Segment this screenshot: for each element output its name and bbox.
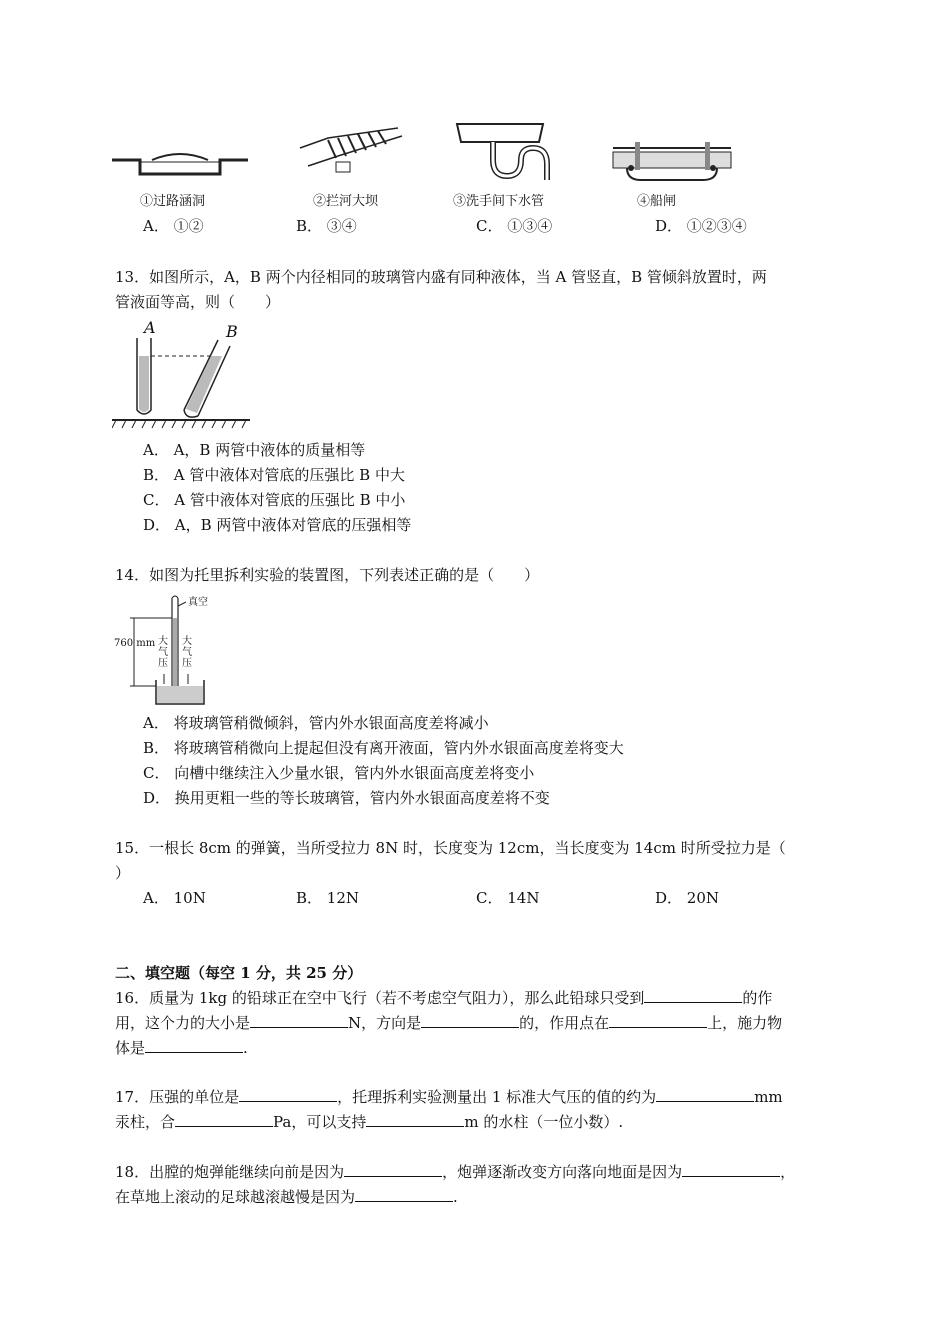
q18-text-2: ，炮弹逐渐改变方向落向地面是因为 — [442, 1163, 683, 1181]
q14-stem: 14．如图为托里拆利实验的装置图，下列表述正确的是（ ） — [115, 566, 540, 584]
q18-text-5: . — [453, 1188, 458, 1206]
q17-text-5: Pa，可以支持 — [273, 1113, 367, 1131]
q14-option-d[interactable]: D． 换用更粗一些的等长玻璃管，管内外水银面高度差将不变 — [143, 789, 550, 807]
q17-text-3: mm — [754, 1088, 783, 1106]
q15-option-c[interactable]: C． 14N — [476, 889, 540, 907]
q17-text-1: 17．压强的单位是 — [115, 1088, 240, 1106]
q15-stem-line1: 15．一根长 8cm 的弹簧，当所受拉力 8N 时，长度变为 12cm，当长度变为 14cm 时所受拉力是（ — [115, 839, 786, 857]
section-title: 二、填空题（每空 1 分，共 25 分） — [115, 964, 363, 982]
q18-line2 — [115, 1186, 458, 1208]
q18-blank-3[interactable] — [355, 1187, 453, 1202]
q12-option-a[interactable]: A． ①② — [143, 217, 204, 235]
q17-blank-4[interactable] — [366, 1112, 464, 1127]
ship-lock-figure — [611, 138, 733, 184]
q17-line1 — [115, 1086, 783, 1108]
q13-option-d[interactable]: D． A，B 两管中液体对管底的压强相等 — [143, 516, 412, 534]
q16-blank-3[interactable] — [421, 1013, 519, 1028]
q16-blank-2[interactable] — [250, 1013, 348, 1028]
q16-text-8: . — [243, 1039, 248, 1057]
q18-blank-1[interactable] — [344, 1162, 442, 1177]
torricelli-atm-label-left: 大气压 — [158, 636, 168, 669]
q17-blank-2[interactable] — [656, 1087, 754, 1102]
q13-option-b[interactable]: B． A 管中液体对管底的压强比 B 中大 — [143, 466, 405, 484]
q16-line1 — [115, 987, 772, 1009]
q16-text-3: 用，这个力的大小是 — [115, 1014, 251, 1032]
q18-text-1: 18．出膛的炮弹能继续向前是因为 — [115, 1163, 345, 1181]
q17-text-2: ，托理拆利实验测量出 1 标准大气压的值的约为 — [337, 1088, 657, 1106]
culvert-figure — [112, 150, 252, 185]
caption-dam: ②拦河大坝 — [313, 194, 379, 209]
q14-option-b[interactable]: B． 将玻璃管稍微向上提起但没有离开液面，管内外水银面高度差将变大 — [143, 739, 624, 757]
q16-text-5: 的，作用点在 — [519, 1014, 610, 1032]
sink-drain-figure — [455, 120, 565, 185]
caption-culvert: ①过路涵洞 — [140, 194, 206, 209]
tube-label-b: B — [226, 322, 238, 341]
q13-option-a[interactable]: A． A，B 两管中液体的质量相等 — [143, 441, 366, 459]
caption-lock: ④船闸 — [637, 194, 677, 209]
q14-option-c[interactable]: C． 向槽中继续注入少量水银，管内外水银面高度差将变小 — [143, 764, 535, 782]
q13-stem-line2: 管液面等高，则（ ） — [115, 293, 281, 311]
q14-option-a[interactable]: A． 将玻璃管稍微倾斜，管内外水银面高度差将减小 — [143, 714, 489, 732]
q13-option-c[interactable]: C． A 管中液体对管底的压强比 B 中小 — [143, 491, 406, 509]
q15-option-d[interactable]: D． 20N — [655, 889, 720, 907]
q18-blank-2[interactable] — [682, 1162, 780, 1177]
q15-option-a[interactable]: A． 10N — [143, 889, 206, 907]
torricelli-atm-label-right: 大气压 — [182, 636, 192, 669]
q15-option-b[interactable]: B． 12N — [296, 889, 360, 907]
dam-figure — [298, 126, 408, 182]
q16-text-7: 体是 — [115, 1039, 146, 1057]
q16-line3 — [115, 1037, 248, 1059]
q16-blank-4[interactable] — [609, 1013, 707, 1028]
q16-blank-1[interactable] — [644, 988, 742, 1003]
q17-blank-1[interactable] — [239, 1087, 337, 1102]
q12-option-b[interactable]: B． ③④ — [296, 217, 357, 235]
q16-blank-5[interactable] — [145, 1038, 243, 1053]
torricelli-760-label: 760 mm — [114, 638, 156, 649]
q16-text-4: N，方向是 — [348, 1014, 422, 1032]
q18-text-4: 在草地上滚动的足球越滚越慢是因为 — [115, 1188, 356, 1206]
q13-stem-line1: 13．如图所示，A，B 两个内径相同的玻璃管内盛有同种液体，当 A 管竖直，B 管倾斜放置时，两 — [115, 268, 767, 286]
q16-text-1: 16．质量为 1kg 的铅球正在空中飞行（若不考虑空气阻力），那么此铅球只受到 — [115, 989, 645, 1007]
q12-option-c[interactable]: C． ①③④ — [476, 217, 553, 235]
caption-drain: ③洗手间下水管 — [453, 194, 545, 209]
q16-text-6: 上，施力物 — [707, 1014, 783, 1032]
q17-line2 — [115, 1111, 623, 1133]
q16-text-2: 的作 — [742, 989, 773, 1007]
q17-blank-3[interactable] — [175, 1112, 273, 1127]
q18-text-3: ， — [780, 1163, 796, 1181]
tube-label-a: A — [144, 318, 156, 337]
q17-text-6: m 的水柱（一位小数）. — [464, 1113, 624, 1131]
q12-option-d[interactable]: D． ①②③④ — [655, 217, 747, 235]
q15-stem-line2: ） — [115, 864, 131, 882]
torricelli-vacuum-label: 真空 — [188, 597, 208, 608]
q16-line2 — [115, 1012, 782, 1034]
q17-text-4: 汞柱，合 — [115, 1113, 176, 1131]
q18-line1 — [115, 1161, 795, 1183]
